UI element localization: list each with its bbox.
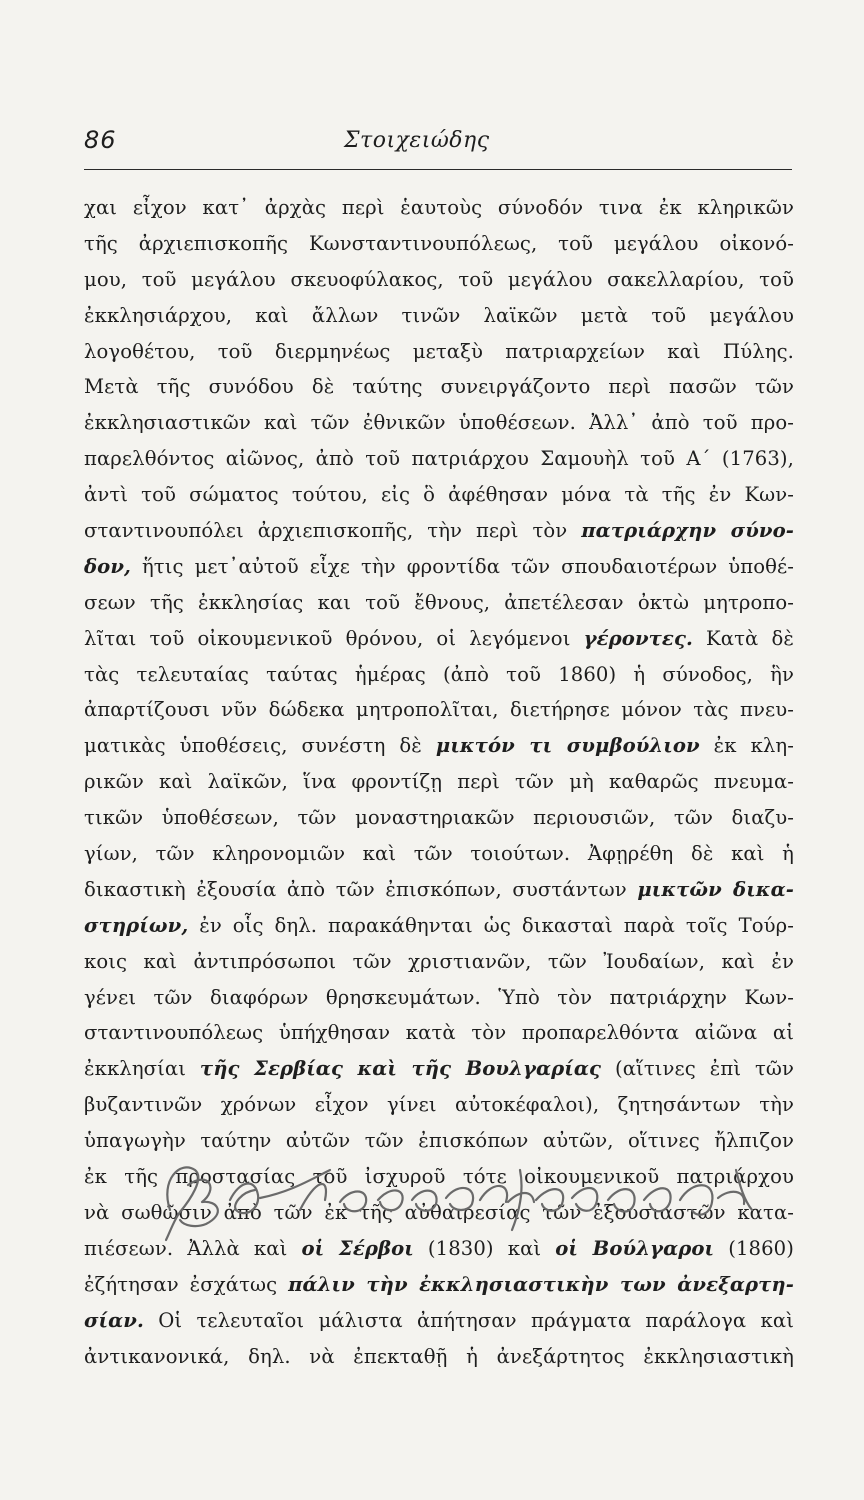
text-run: ματικὰς ὑποθέσεις, συνέστη δὲ <box>84 734 436 758</box>
text-line <box>84 1303 794 1339</box>
text-line <box>84 262 794 298</box>
text-line <box>84 513 794 549</box>
text-run: ἐκκλησιαστικῶν καὶ τῶν ἐθνικῶν ὑποθέσεων. Ἀλλ᾽ ἀπὸ τοῦ προ- <box>84 411 794 435</box>
text-run: παρελθόντος αἰῶνος, ἀπὸ τοῦ πατριάρχου Σαμουὴλ τοῦ Α΄ (1763), <box>84 447 794 471</box>
page-number: 86 <box>84 126 117 154</box>
text-line <box>84 980 794 1016</box>
text-run: ἐκ κλη- <box>699 734 794 758</box>
text-run: ἐκ τῆς προστασίας τοῦ ἰσχυροῦ τότε οἰκουμενικοῦ πατριάρχου <box>84 1165 794 1189</box>
emphasized-text: γέροντες. <box>583 626 693 650</box>
text-run: ἐκκλησίαι <box>84 1057 200 1081</box>
emphasized-text: οἱ Σέρβοι <box>301 1236 414 1260</box>
text-run: γίων, τῶν κληρονομιῶν καὶ τῶν τοιούτων. Ἀφῃρέθη δὲ καὶ ἡ <box>84 842 794 866</box>
emphasized-text: πάλιν τὴν ἐκκλησιαστικὴν των ἀνεξαρτη- <box>288 1272 794 1296</box>
text-run: ἐκκλησιάρχου, καὶ ἄλλων τινῶν λαϊκῶν μετὰ τοῦ μεγάλου <box>84 303 794 327</box>
emphasized-text: τῆς Σερβίας καὶ τῆς Βουλγαρίας <box>199 1057 602 1081</box>
text-run: Μετὰ τῆς συνόδου δὲ ταύτης συνειργάζοντο περὶ πασῶν τῶν <box>84 375 794 399</box>
text-run: τὰς τελευταίας ταύτας ἡμέρας (ἀπὸ τοῦ 1860) ἡ σύνοδος, ἣν <box>84 662 794 686</box>
text-run: νὰ σωθῶσιν ἀπὸ τῶν ἐκ τῆς αὐθαιρεσίας τῶν ἐξουσιαστῶν κατα- <box>84 1200 794 1224</box>
text-run: βυζαντινῶν χρόνων εἶχον γίνει αὐτοκέφαλοι), ζητησάντων τὴν <box>84 1093 794 1117</box>
text-line <box>84 1339 794 1375</box>
text-line <box>84 908 794 944</box>
text-run: πιέσεων. Ἀλλὰ καὶ <box>84 1236 302 1260</box>
text-run: (1860) <box>714 1236 794 1260</box>
text-run: ἐζήτησαν ἐσχάτως <box>84 1272 289 1296</box>
text-run: ρικῶν καὶ λαϊκῶν, ἵνα φροντίζῃ περὶ τῶν μὴ καθαρῶς πνευμα- <box>84 770 794 794</box>
text-run: δικαστικὴ ἐξουσία ἀπὸ τῶν ἐπισκόπων, συστάντων <box>84 877 638 901</box>
text-run: σεων τῆς ἐκκλησίας και τοῦ ἔθνους, ἀπετέλεσαν ὀκτὼ μητροπο- <box>84 590 794 614</box>
text-line <box>84 692 794 728</box>
emphasized-text: σίαν. <box>84 1308 144 1332</box>
header-rule <box>84 169 792 170</box>
text-run: Οἱ τελευταῖοι μάλιστα ἀπήτησαν πράγματα παράλογα καὶ <box>143 1308 794 1332</box>
text-line <box>84 1087 794 1123</box>
text-run: σταντινουπόλεως ὑπήχθησαν κατὰ τὸν προπαρελθόντα αἰῶνα αἱ <box>84 1021 794 1045</box>
text-run: ἥτις μετ᾽αὐτοῦ εἶχε τὴν φροντίδα τῶν σπουδαιοτέρων ὑποθέ- <box>130 554 794 578</box>
text-line <box>84 944 794 980</box>
text-line <box>84 836 794 872</box>
text-line <box>84 1051 794 1087</box>
text-line <box>84 369 794 405</box>
text-line <box>84 405 794 441</box>
emphasized-text: πατριάρχην σύνο- <box>581 519 794 543</box>
text-run: (1830) καὶ <box>413 1236 556 1260</box>
text-line <box>84 764 794 800</box>
text-line <box>84 872 794 908</box>
text-run: μου, τοῦ μεγάλου σκευοφύλακος, τοῦ μεγάλου σακελλαρίου, τοῦ <box>84 267 794 291</box>
text-run: ἀπαρτίζουσι νῦν δώδεκα μητροπολῖται, διετήρησε μόνον τὰς πνευ- <box>84 698 794 722</box>
text-line <box>84 334 794 370</box>
text-line <box>84 657 794 693</box>
emphasized-text: μικτόν τι συμβούλιον <box>435 734 700 758</box>
text-run: γένει τῶν διαφόρων θρησκευμάτων. Ὑπὸ τὸν πατριάρχην Κων- <box>84 985 794 1009</box>
page-header <box>84 126 794 158</box>
text-line <box>84 800 794 836</box>
emphasized-text: δον, <box>84 554 131 578</box>
text-line <box>84 728 794 764</box>
text-run: τικῶν ὑποθέσεων, τῶν μοναστηριακῶν περιουσιῶν, τῶν διαζυ- <box>84 806 794 830</box>
text-line <box>84 621 794 657</box>
text-run: σταντινουπόλει ἀρχιεπισκοπῆς, τὴν περὶ τὸν <box>84 519 582 543</box>
text-line <box>84 441 794 477</box>
emphasized-text: στηρίων, <box>84 913 189 937</box>
text-run: ἐν οἷς δηλ. παρακάθηνται ὡς δικασταὶ παρὰ τοῖς Τούρ- <box>188 913 794 937</box>
text-line <box>84 1015 794 1051</box>
text-run: λογοθέτου, τοῦ διερμηνέως μεταξὺ πατριαρχείων καὶ Πύλης. <box>84 339 794 363</box>
handwritten-signature <box>140 1140 780 1250</box>
text-line <box>84 226 794 262</box>
text-line <box>84 1267 794 1303</box>
text-line <box>84 190 794 226</box>
emphasized-text: οἱ Βούλγαροι <box>555 1236 715 1260</box>
text-run: λῖται τοῦ οἰκουμενικοῦ θρόνου, οἱ λεγόμενοι <box>84 626 584 650</box>
text-line <box>84 585 794 621</box>
text-line <box>84 477 794 513</box>
running-title: Στοιχειώδης <box>344 128 490 153</box>
text-run: τῆς ἀρχιεπισκοπῆς Κωνσταντινουπόλεως, τοῦ μεγάλου οἰκονό- <box>84 231 794 255</box>
text-line <box>84 549 794 585</box>
text-run: κοις καὶ ἀντιπρόσωποι τῶν χριστιανῶν, τῶν Ἰουδαίων, καὶ ἐν <box>84 949 794 973</box>
text-run: (αἵτινες ἐπὶ τῶν <box>601 1057 794 1081</box>
text-run: Κατὰ δὲ <box>692 626 795 650</box>
text-run: ἀντικανονικά, δηλ. νὰ ἐπεκταθῇ ἡ ἀνεξάρτητος ἐκκλησιαστικὴ <box>84 1344 794 1368</box>
text-run: ἀντὶ τοῦ σώματος τούτου, εἰς ὃ ἀφέθησαν μόνα τὰ τῆς ἐν Κων- <box>84 483 794 507</box>
emphasized-text: μικτῶν δικα- <box>637 877 794 901</box>
text-run: ὑπαγωγὴν ταύτην αὐτῶν τῶν ἐπισκόπων αὐτῶν, οἵτινες ἤλπιζον <box>84 1129 794 1153</box>
text-run: χαι εἶχον κατ᾽ ἀρχὰς περὶ ἑαυτοὺς σύνοδόν τινα ἐκ κληρικῶν <box>84 196 794 219</box>
text-line <box>84 298 794 334</box>
